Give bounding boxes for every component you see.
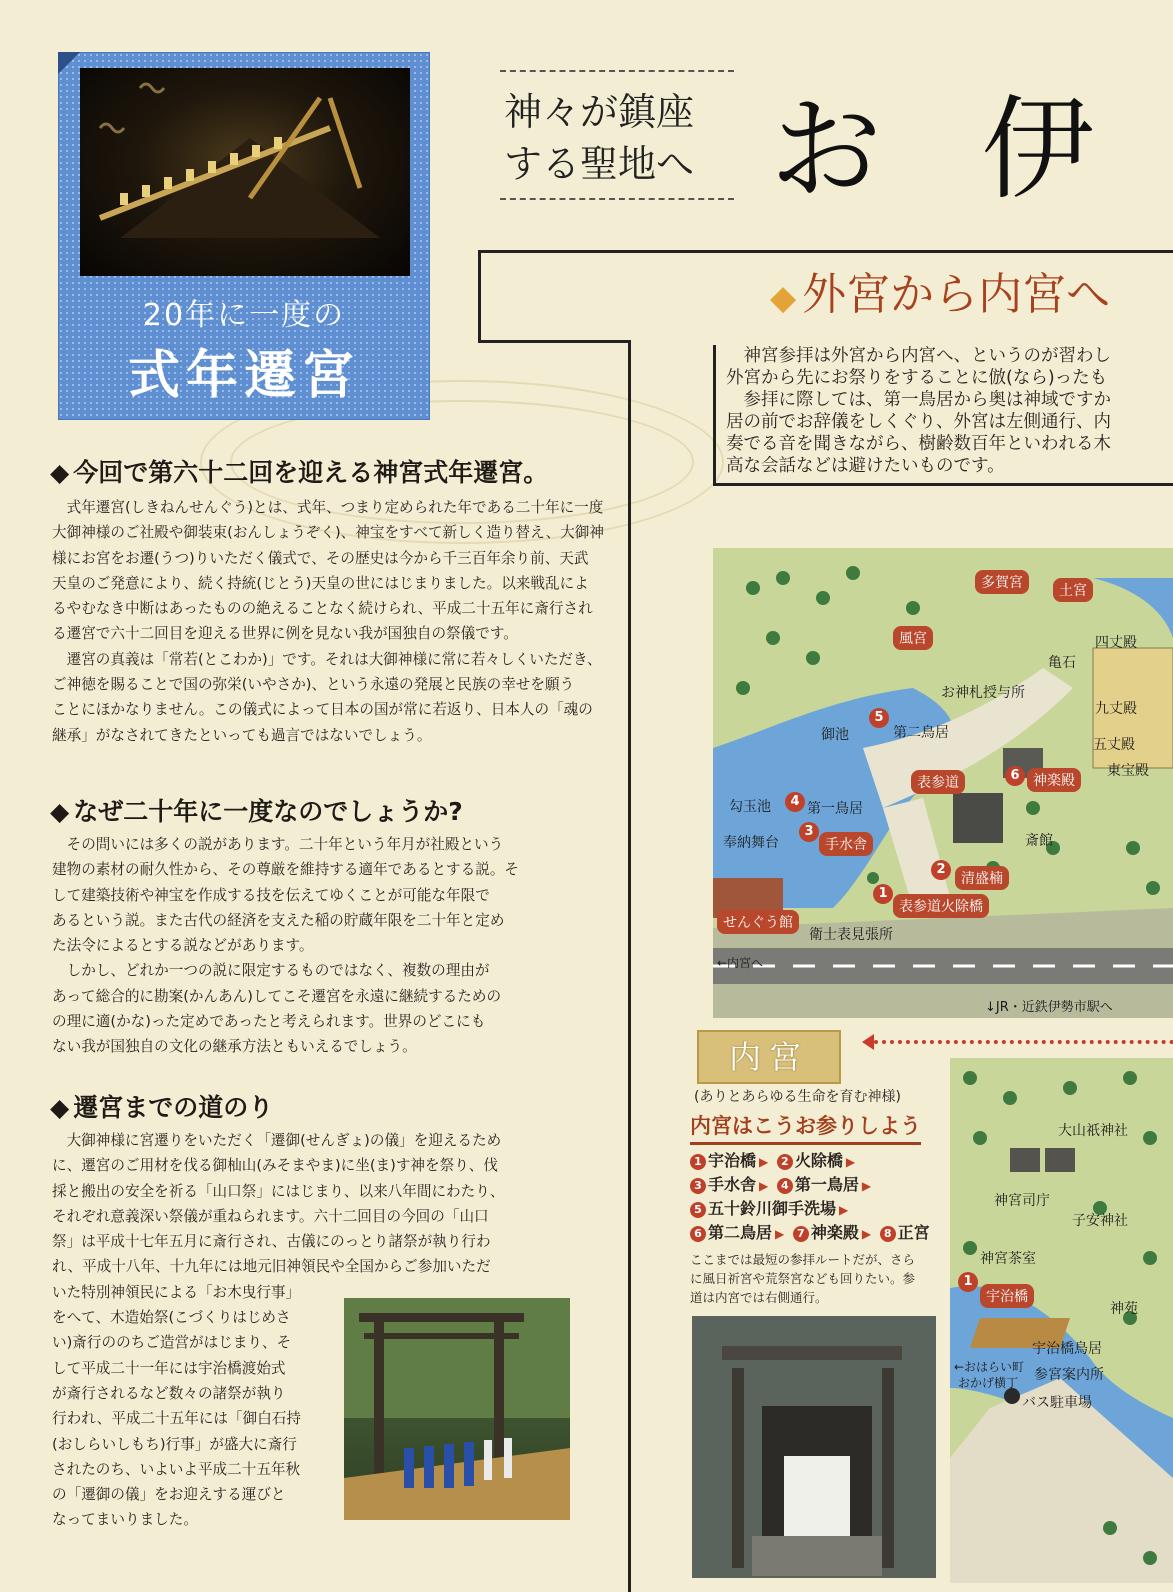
step-number-icon: 3 — [690, 1178, 706, 1194]
map-label-tsuchinomiya: 土宮 — [1053, 578, 1093, 602]
section-heading-route — [770, 258, 1110, 322]
text-line: して建築技術や神宝を作成する技を伝えてゆくことが可能な年限で — [52, 886, 490, 904]
step-number-icon: 8 — [880, 1226, 896, 1242]
frame-line — [478, 250, 1173, 253]
arrow-left-icon — [862, 1034, 874, 1050]
map-label-magatamaike: 勾玉池 — [729, 799, 771, 815]
text-line: 参拝に際しては、第一鳥居から奥は神域ですか — [743, 390, 1111, 410]
arrow-right-icon: ▶ — [845, 1155, 856, 1169]
text-line: れ、平成十八年、十九年には地元旧神領民や全国からご参加いただ — [52, 1258, 491, 1276]
text-line: ここまでは最短の参拝ルートだが、さら — [690, 1252, 916, 1267]
map-marker-1: 1 — [873, 884, 893, 904]
article-body — [52, 832, 617, 1060]
map-label-koyasu: 子安神社 — [1072, 1213, 1128, 1229]
text-line: あるという説。また古代の経済を支えた稲の貯蔵年限を二十年と定め — [52, 911, 505, 929]
section-heading-text: 外宮から内宮へ — [802, 269, 1111, 320]
naiku-gate-photo — [692, 1316, 936, 1578]
text-line: 様にお宮をお遷(うつ)りいただく儀式で、その歴史は今から千三百年余り前、天武 — [52, 549, 589, 567]
text-line: 大御神様に宮遷りをいただく「遷御(せんぎょ)の儀」を迎えるため — [66, 1132, 502, 1149]
frame-line — [478, 250, 481, 340]
lead-line: する聖地へ — [504, 142, 695, 186]
map-label-omotesando: 表参道 — [911, 770, 965, 794]
heading-text: なぜ二十年に一度なのでしょうか? — [73, 797, 463, 826]
text-line: の「遷御の儀」をお迎えする運びと — [52, 1486, 286, 1504]
map-label-kiyomori: 清盛楠 — [955, 866, 1009, 890]
hero-title: 式年遷宮 — [127, 345, 360, 406]
text-line: 式年遷宮(しきねんせんぐう)とは、式年、つまり定められた年である二十年に一度 — [66, 499, 604, 516]
text-line: 大御神様のご社殿や御装束(おんしょうぞく)、神宝をすべて新しく造り替え、大御神 — [52, 524, 604, 542]
map-label-ofuda: お神札授与所 — [941, 685, 1025, 701]
map-label-shinen: 神苑 — [1110, 1301, 1138, 1317]
text-line: の理に適(かな)った定めであったと考えられます。世界のどこにも — [52, 1013, 486, 1031]
text-line: 遷宮の真義は「常若(とこわか)」です。それは大御神様に常に若々しくいただき、 — [66, 650, 602, 668]
ujibashi-procession-photo — [344, 1298, 570, 1520]
map-label-tohoden: 東宝殿 — [1107, 763, 1149, 779]
text-line: しかし、どれか一つの説に限定するものではなく、複数の理由が — [66, 962, 490, 980]
heading-text: 今回で第六十二回を迎える神宮式年遷宮。 — [73, 458, 549, 487]
map-label-tagaguu: 多賀宮 — [975, 570, 1029, 594]
map-label-hiyoke: 表参道火除橋 — [893, 894, 989, 918]
frame-line — [628, 340, 631, 1592]
heading-text: 遷宮までの道のり — [73, 1093, 274, 1122]
text-line: その問いには多くの説があります。二十年という年月が社殿という — [66, 836, 504, 853]
arrow-right-icon: ▶ — [839, 1203, 849, 1217]
text-line: 継承」がなされてきたといっても過言ではないでしょう。 — [52, 726, 432, 744]
text-line: 行われ、平成二十五年には「御白石持 — [52, 1410, 301, 1428]
map-label-jingu-shicho: 神宮司庁 — [994, 1193, 1050, 1209]
map-label-to-station: ↓JR・近鉄伊勢市駅へ — [985, 1000, 1113, 1015]
map-label-goike: 御池 — [821, 727, 849, 743]
lead-box — [500, 70, 734, 200]
text-line: をへて、木造始祭(こづくりはじめさ — [52, 1309, 291, 1327]
route-step: 神楽殿 — [810, 1223, 859, 1242]
diamond-icon: ◆ — [50, 797, 70, 826]
route-steps-row — [690, 1196, 851, 1219]
map-label-to-naiku: ←内宮へ — [717, 956, 764, 970]
article-heading — [50, 792, 463, 828]
text-line: あって総合的に勘案(かんあん)してこそ遷宮を永遠に継続するための — [52, 987, 502, 1005]
article-heading — [50, 1088, 273, 1124]
map-label-temizusha: 手水舎 — [819, 832, 873, 856]
shrine-roof-photo — [80, 68, 410, 276]
frame-line — [478, 340, 628, 343]
map-label-kameishi: 亀石 — [1048, 655, 1076, 671]
map-label-hounou: 奉納舞台 — [723, 835, 779, 851]
text-line: 採と搬出の安全を祈る「山口祭」にはじまり、以来八年間にわたり、 — [52, 1182, 505, 1200]
hero-subtitle: 20年に一度の — [142, 298, 346, 333]
step-number-icon: 7 — [793, 1226, 809, 1242]
text-line: に、遷宮のご用材を伐る御杣山(みそまやま)に坐(ま)す神を祭り、伐 — [52, 1157, 498, 1175]
map-label-annai: 参宮案内所 — [1034, 1367, 1104, 1383]
text-line: ご神徳を賜ることで国の弥栄(いやさか)、という永遠の発展と民族の幸せを願う — [52, 676, 575, 694]
geku-map — [713, 548, 1173, 1018]
map-label-shijoden: 四丈殿 — [1095, 635, 1137, 651]
map-label-kujoden: 九丈殿 — [1095, 701, 1137, 717]
map-label-second-torii: 第二鳥居 — [893, 725, 949, 741]
text-line: に風日祈宮や荒祭宮なども回りたい。参 — [690, 1271, 916, 1286]
map-label-saikan: 斎館 — [1025, 833, 1053, 849]
text-line: なってまいりました。 — [52, 1511, 198, 1529]
page-title: お 伊 — [770, 85, 1126, 215]
map-label-ujibashi-torii: 宇治橋鳥居 — [1032, 1341, 1102, 1357]
text-line: た法令によるとする説などがあります。 — [52, 937, 314, 955]
map-label-bus: バス駐車場 — [1022, 1395, 1092, 1411]
text-line: 外宮から先にお祭りをすることに倣(なら)ったも — [726, 368, 1108, 388]
diamond-icon: ◆ — [50, 458, 70, 487]
map-marker-4: 4 — [785, 792, 805, 812]
text-line: い)斎行ののちご造営がはじまり、そ — [52, 1334, 292, 1352]
route-step: 手水舎 — [708, 1175, 757, 1194]
text-line: るやむなき中断はあったものの絶えることなく続けられ、平成二十五年に斎行され — [52, 600, 593, 618]
arrow-right-icon: ▶ — [775, 1227, 785, 1241]
lead-line: 神々が鎮座 — [504, 90, 695, 134]
text-line: 居の前でお辞儀をしくぐり、外宮は左側通行、内 — [726, 412, 1111, 432]
arrow-right-icon: ▶ — [759, 1155, 769, 1169]
map-label-ujibashi: 宇治橋 — [980, 1284, 1034, 1308]
naiku-note — [690, 1250, 915, 1307]
map-label-sabo: 神宮茶室 — [980, 1251, 1036, 1267]
route-step: 五十鈴川御手洗場 — [708, 1199, 837, 1218]
map-label-sengukan: せんぐう館 — [717, 910, 799, 934]
route-steps-row — [690, 1148, 858, 1171]
text-line: されたのち、いよいよ平成二十五年秋 — [52, 1460, 301, 1478]
map-marker-6: 6 — [1005, 766, 1025, 786]
step-number-icon: 6 — [690, 1226, 706, 1242]
map-label-okage: おかげ横丁 — [958, 1376, 1019, 1390]
text-line: 神宮参拝は外宮から内宮へ、というのが習わし — [743, 346, 1111, 366]
naiku-route-heading: 内宮はこうお参りしよう — [690, 1110, 921, 1145]
article-heading — [50, 453, 548, 489]
map-label-eishi: 衛士表見張所 — [809, 927, 893, 943]
map-marker-5: 5 — [869, 708, 889, 728]
dotted-route-line — [874, 1040, 1173, 1044]
step-number-icon: 2 — [777, 1154, 793, 1170]
step-number-icon: 5 — [690, 1202, 706, 1218]
step-number-icon: 1 — [690, 1154, 706, 1170]
route-steps-row — [690, 1172, 874, 1195]
arrow-right-icon: ▶ — [861, 1179, 872, 1193]
route-step: 火除橋 — [794, 1151, 843, 1170]
text-line: 道は内宮では右側通行。 — [690, 1290, 828, 1305]
map-label-first-torii: 第一鳥居 — [807, 801, 863, 817]
text-line: る遷宮で六十二回目を迎える世界に例を見ない我が国独自の祭儀です。 — [52, 625, 518, 643]
naiku-map — [950, 1058, 1173, 1583]
route-step: 宇治橋 — [708, 1151, 757, 1170]
text-line: 祭」は平成十七年五月に斎行され、古儀にのっとり諸祭が執り行わ — [52, 1233, 491, 1251]
naiku-caption: (ありとあらゆる生命を育む神様) — [694, 1089, 901, 1105]
naiku-badge: 内宮 — [697, 1030, 841, 1084]
map-marker-1: 1 — [958, 1272, 978, 1292]
text-line: して平成二十一年には宇治橋渡始式 — [52, 1359, 286, 1377]
map-label-kazenomiya: 風宮 — [893, 626, 933, 650]
diamond-icon: ◆ — [50, 1093, 70, 1122]
map-marker-2: 2 — [931, 860, 951, 880]
map-label-oharai: ←おはらい町 — [954, 1360, 1025, 1374]
text-line: 高な会話などは避けたいものです。 — [726, 456, 1005, 476]
text-line: ことにほかなりません。この儀式によって日本の国が常に若返り、日本人の「魂の — [52, 701, 593, 719]
text-line: 建物の素材の耐久性から、その尊厳を維持する適年であるとする説。そ — [52, 861, 520, 879]
text-line: いた特別神領民による「お木曳行事」 — [52, 1283, 301, 1301]
arrow-right-icon: ▶ — [759, 1179, 769, 1193]
diamond-icon: ◆ — [770, 278, 797, 318]
hero-corner-fold — [58, 52, 80, 74]
map-label-kaguraden: 神楽殿 — [1027, 768, 1081, 792]
map-label-gojoden: 五丈殿 — [1093, 737, 1135, 753]
text-line: 奏でる音を聞きながら、樹齢数百年といわれる木 — [726, 434, 1111, 454]
route-step: 第二鳥居 — [708, 1223, 773, 1242]
step-number-icon: 4 — [777, 1178, 793, 1194]
text-line: 天皇のご発意により、続く持統(じとう)天皇の世にはじまりました。以来戦乱によ — [52, 574, 589, 592]
article-body — [52, 495, 617, 748]
arrow-right-icon: ▶ — [861, 1227, 872, 1241]
text-line: (おしらいしもち)行事」が盛大に斎行 — [52, 1435, 297, 1453]
map-label-ooyamatsumi: 大山祇神社 — [1058, 1123, 1128, 1139]
route-intro — [713, 345, 1173, 486]
text-line: が斎行されるなど数々の諸祭が執り — [52, 1384, 286, 1402]
map-marker-3: 3 — [799, 822, 819, 842]
route-steps-row — [690, 1220, 930, 1243]
text-line: それぞれ意義深い祭儀が重ねられます。六十二回目の今回の「山口 — [52, 1207, 489, 1225]
text-line: ない我が国独自の文化の継承方法ともいえるでしょう。 — [52, 1038, 417, 1056]
route-step: 第一鳥居 — [794, 1175, 859, 1194]
route-step: 正宮 — [897, 1223, 930, 1242]
